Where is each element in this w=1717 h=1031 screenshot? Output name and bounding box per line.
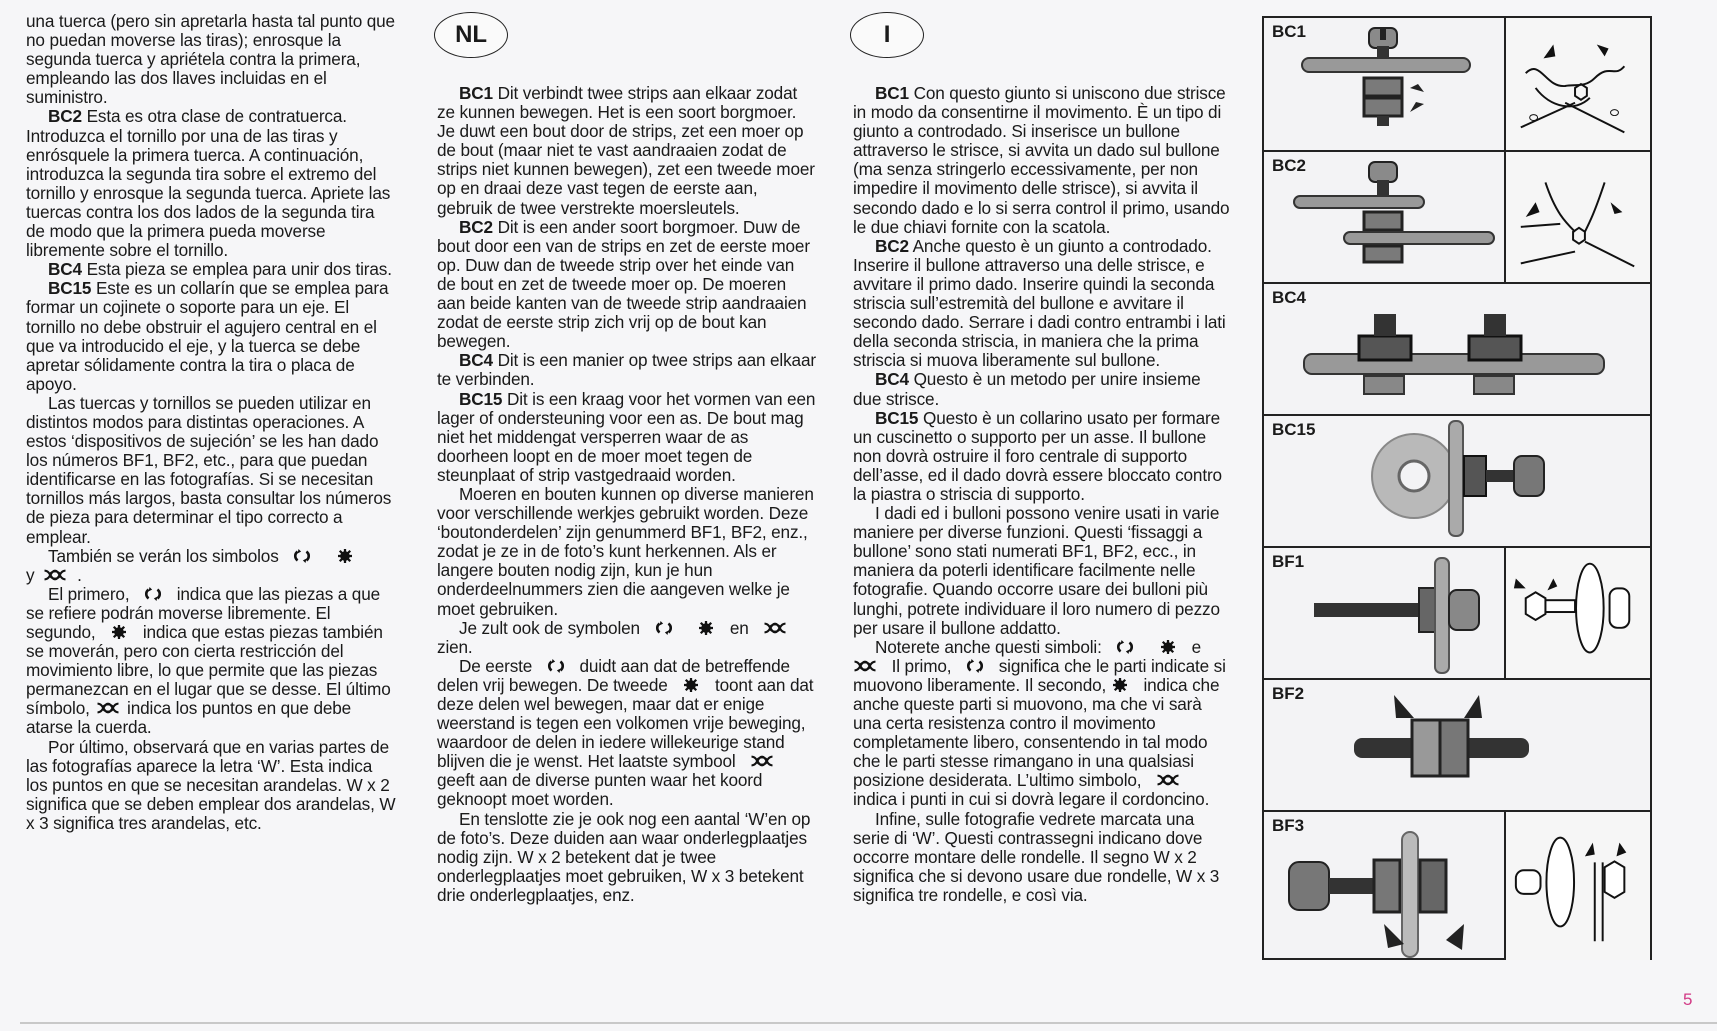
paragraph-bc4: BC4 Questo è un metodo per unire insieme due strisce.	[853, 369, 1201, 409]
part-code: BC4	[48, 259, 82, 280]
pulley-diagram	[1506, 812, 1650, 960]
part-code: BC15	[875, 407, 919, 428]
free-motion-icon	[966, 659, 984, 673]
part-code: BC1	[875, 83, 909, 103]
locknut-illustration	[1264, 18, 1504, 150]
part-code: BC15	[48, 278, 92, 299]
figure-label: BC15	[1272, 420, 1316, 439]
figure-row-bc1	[1264, 18, 1650, 150]
figure-bc1	[1264, 18, 1504, 150]
knot-icon	[96, 701, 120, 715]
figure-row-bf3	[1264, 810, 1650, 960]
pulley-diagram	[1506, 548, 1650, 680]
figure-row-bf1	[1264, 546, 1650, 680]
spanish-column	[26, 12, 396, 833]
figure-row-bc4	[1264, 282, 1650, 416]
double-nut-illustration	[1264, 680, 1650, 812]
paragraph-bc1: BC1 Con questo giunto si uniscono due strisce in modo da consentirne il movimento. È un tipo di giunto a controdado. Si inserisce un bullone attraverso le strisce, si avvita un dado sul bullone (ma senza stringerlo eccessivamente, per non impedire il movimento delle strisce), si avvita il secondo dado e lo si serra control il primo, usando le due chiavi fornite con la scatola.	[853, 83, 1230, 237]
figure-bf1-diagram	[1504, 548, 1650, 680]
knot-icon	[763, 621, 787, 635]
paragraph-washers: En tenslotte zie je ook nog een aantal ‘W’en op de foto’s. Deze duiden aan waar onderlegplaatjes nodig zijn. W x 2 betekent dat je twee onderlegplaatjes moet gebruiken, W x 3 betekent drie onderlegplaatjes, enz.	[437, 808, 811, 905]
figure-bf2	[1264, 680, 1650, 812]
knot-icon	[1156, 773, 1180, 787]
paragraph-washers: Infine, sulle fotografie vedrete marcata una serie di ‘W’. Questi contrassegni indicano dove occorre montare delle rondelle. Il segno W x 2 significa che si devono usare due rondelle, W x 3 significa tre rondelle, e così via.	[853, 808, 1220, 905]
free-motion-icon	[144, 587, 162, 601]
paragraph-bc15: BC15 Questo è un collarino usato per formare un cuscinetto o supporto per un asse. Il bullone non dovrà ostruire il foro centrale di supporto dell’asse, ed il dado dovrà essere bloccato contro la piastra o striscia di supporto.	[853, 407, 1222, 504]
friction-icon	[682, 678, 700, 692]
free-motion-icon	[293, 549, 311, 563]
locknut-illustration	[1264, 152, 1504, 284]
paragraph-symbol-meaning: El primero, indica que las piezas a que se refiere podrán moverse libremente. El segundo, indica que estas piezas también se moverán, pero con cierta restricción del movimiento libre, lo que permite que las piezas permanezcan en el lugar que se desse. El último símbolo, indica los puntos en que debe atarse la cuerda.	[26, 583, 391, 738]
part-code: BC2	[48, 106, 82, 127]
paragraph-fixings: Moeren en bouten kunnen op diverse manieren voor verschillende werkjes gebruikt worden. Deze ‘boutonderdelen’ zijn genummerd BF1, BF2, enz., zodat je ze in de foto’s kunt herkennen. Als er langere bouten nodig zijn, kun je hun onderdeelnummers zien die aangeven welke je moet gebruiken.	[437, 483, 814, 619]
language-badge-nl: NL	[434, 12, 508, 58]
paragraph-bc15: BC15 Dit is een kraag voor het vormen van een lager of ondersteuning voor een as. De bout mag niet het middengat versperren waar de as doorheen loopt en de moer moet tegen de steunplaat of strip vastgedraaid worden.	[437, 388, 816, 485]
friction-icon	[110, 625, 128, 639]
part-code: BC4	[875, 369, 909, 390]
page-number: 5	[1683, 990, 1693, 1009]
friction-icon	[1111, 678, 1129, 692]
figure-bf3-diagram	[1504, 812, 1650, 960]
language-badge-it: I	[850, 12, 924, 58]
page-bottom-edge	[20, 1022, 1717, 1024]
long-bolt-illustration	[1264, 548, 1504, 680]
collar-illustration	[1264, 416, 1650, 548]
strip-joint-illustration	[1264, 284, 1650, 416]
friction-icon	[1159, 640, 1177, 654]
part-code: BC4	[459, 350, 493, 371]
figure-row-bc2	[1264, 150, 1650, 284]
figure-row-bc15	[1264, 414, 1650, 548]
knot-icon	[750, 754, 774, 768]
knot-icon	[853, 659, 877, 673]
paragraph-fixings: I dadi ed i bulloni possono venire usati in varie maniere per diverse funzioni. Questi ‘fissaggi a bullone’ sono stati numerati BF1, BF2, ecc., in maniera da poterli identificare facilmente nelle fotografie. Quando occorre usare dei bulloni più lunghi, potrete individuare il loro numero di pezzo per usare il bullone addatto.	[853, 503, 1220, 638]
figure-bc2	[1264, 152, 1504, 284]
paragraph-bc1: BC1 Dit verbindt twee strips aan elkaar zodat ze kunnen bewegen. Het is een soort borgmoer. Je duwt een bout door de strips, zet een moer op de bout (maar niet te vast aandraaien zodat de strips niet kunnen bewegen), zet een tweede moer op en draai deze vast tegen de eerste aan, gebruik de twee verstrekte moersleutels.	[437, 83, 815, 218]
paragraph-symbols: Noterete anche questi simboli: e Il primo, significa che le parti indicate si muovono liberamente. Il secondo, indica che anche queste parti si muovono, ma che vi sarà una certa resistenza contro il movimento completamente libero, consentendo in tal modo che le parti stesse rimangano in una qualsiasi posizione desiderata. L’ultimo simbolo, indica i punti in cui si dovrà legare il cordoncino.	[853, 636, 1226, 810]
figure-row-bf2	[1264, 678, 1650, 812]
paragraph-bc4: BC4 Esta pieza se emplea para unir dos tiras.	[48, 259, 392, 280]
paragraph-bc2: BC2 Anche questo è un giunto a controdado. Inserire il bullone attraverso una delle strisce, e avvitare il primo dado. Inserire quindi la seconda striscia sull’estremità del bullone e avvitare il secondo dado. Serrare i dadi contro entrambi i lati della seconda striscia, in maniera che la prima striscia si muova liberamente sul bullone.	[853, 235, 1226, 371]
part-code: BC2	[459, 216, 493, 237]
dutch-column	[437, 12, 817, 905]
paragraph-bc2: BC2 Dit is een ander soort borgmoer. Duw de bout door een van de strips en zet de eerste moer op. Duw dan de tweede strip over het einde van de bout en zet de tweede moer op. De moeren aan beide kanten van de tweede strip aandraaien zodat de eerste strip zich vrij op de bout kan bewegen.	[437, 216, 810, 352]
free-motion-icon	[655, 621, 673, 635]
figure-label: BF3	[1272, 816, 1305, 835]
friction-icon	[697, 621, 715, 635]
figure-bf1	[1264, 548, 1504, 680]
paragraph: una tuerca (pero sin apretarla hasta tal punto que no puedan moverse las tiras); enrosque la segunda tuerca y apriételа contra la primera, empleando las dos llaves incluidas en el suministro.	[26, 11, 395, 108]
part-code: BC1	[459, 83, 493, 103]
free-motion-icon	[547, 659, 565, 673]
figure-label: BC1	[1272, 22, 1307, 41]
figure-bc4	[1264, 284, 1650, 416]
paragraph-washers: Por último, observará que en varias partes de las fotografías aparece la letra ‘W’. Esta indica los puntos en que se necesitan arandelas. W x 2 significa que se deben emplear dos arandelas, W x 3 significa tres arandelas, etc.	[26, 736, 396, 833]
wrench-diagram	[1506, 152, 1650, 284]
paragraph-fixings: Las tuercas y tornillos se pueden utilizar en distintos modos para distintas operaciones. A estos ‘dispositivos de sujeción’ se les han dado los números BF1, BF2, etc., para que puedan identificarse en las fotografías. Si se necesitan tornillos más largos, basta consultar los números de pieza para determinar el tipo correcto a emplear.	[26, 392, 392, 547]
figure-label: BC4	[1272, 288, 1307, 307]
paragraph-symbols: Je zult ook de symbolen en zien.	[437, 619, 817, 657]
part-code: BC2	[875, 235, 909, 256]
fixings-figure-grid	[1262, 16, 1652, 960]
paragraph-symbol-meaning: De eerste duidt aan dat de betreffende delen vrij bewegen. De tweede toont aan dat deze delen wel bewegen, maar dat er enige weerstand is tegen een volkomen vrije beweging, waardoor de delen in iedere willekeurige stand blijven die je wenst. Het laatste symbool geeft aan de diverse punten waar het koord geknoopt moet worden.	[437, 655, 814, 810]
paragraph-bc4: BC4 Dit is een manier op twee strips aan elkaar te verbinden.	[437, 350, 816, 390]
figure-bc1-diagram	[1504, 18, 1650, 150]
wrench-diagram	[1506, 18, 1650, 150]
figure-label: BF1	[1272, 552, 1305, 571]
knot-icon	[43, 568, 67, 582]
free-motion-icon	[1116, 640, 1134, 654]
friction-icon	[336, 549, 354, 563]
paragraph-bc15: BC15 Este es un collarín que se emplea para formar un cojinete o soporte para un eje. El tornillo no debe obstruir el agujero central en el que va introducido el eje, y la tuerca se debe apretar sólidamente contra la tira o placa de apoyo.	[26, 278, 389, 394]
italian-column	[853, 12, 1233, 905]
figure-bf3	[1264, 812, 1504, 960]
figure-label: BF2	[1272, 684, 1305, 703]
figure-bc15	[1264, 416, 1650, 548]
figure-bc2-diagram	[1504, 152, 1650, 284]
part-code: BC15	[459, 388, 503, 409]
paragraph-bc2: BC2 Esta es otra clase de contratuerca. Introduzca el tornillo por una de las tiras y enrósquele la primera tuerca. A continuación, introduzca la segunda tira sobre el extremo del tornillo y enrosque la segunda tuerca. Apriete las tuercas contra los dos lados de la segunda tira de modo que la primera pueda moverse libremente sobre el tornillo.	[26, 106, 391, 261]
bolt-strip-illustration	[1264, 812, 1504, 960]
paragraph-symbols: También se verán los simbolos y .	[26, 547, 396, 585]
figure-label: BC2	[1272, 156, 1307, 175]
